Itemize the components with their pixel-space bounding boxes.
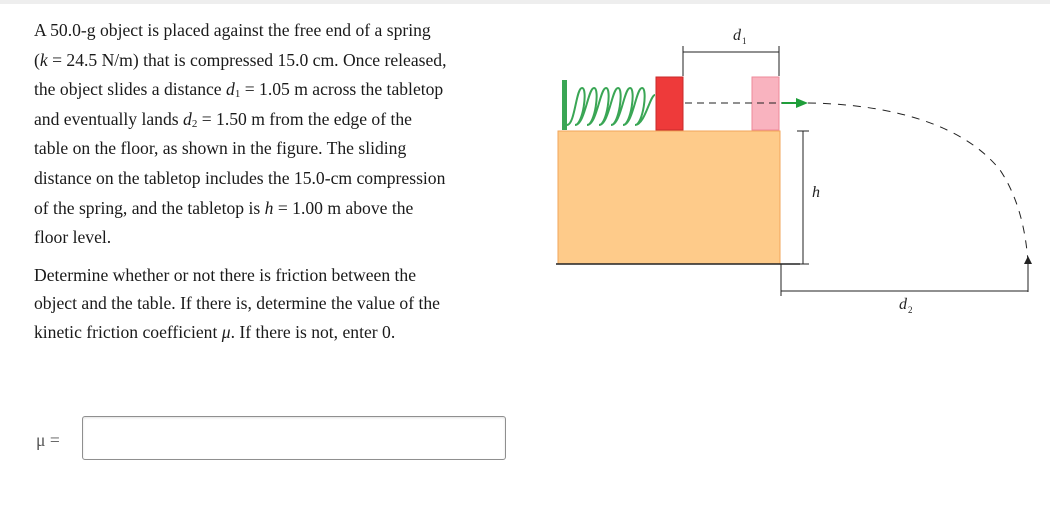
variable-mu: μ (221, 321, 231, 342)
variable-h: h (264, 197, 274, 218)
variable-d1: d (226, 79, 235, 100)
text-line: A 50.0-g object is placed against the free end of a spring (34, 20, 431, 40)
velocity-arrow-head (796, 98, 808, 108)
text-fragment: of the spring, and the tabletop is (34, 197, 265, 218)
subscript: 2 (191, 117, 198, 130)
text-fragment: and eventually lands (34, 108, 184, 129)
text-fragment: . If there is not, enter 0. (230, 321, 396, 342)
table (558, 131, 780, 264)
d2-label-sub: 2 (908, 305, 913, 315)
text-fragment: kinetic friction coefficient (34, 321, 222, 342)
text-fragment: = 24.5 N/m) that is compressed 15.0 cm. Once released, (47, 49, 447, 70)
text-line: Determine whether or not there is friction between the (34, 264, 417, 285)
text-fragment: = 1.50 m from the edge of the (197, 108, 412, 129)
mu-answer-input[interactable] (82, 416, 506, 460)
landing-arrow-head (1024, 256, 1032, 264)
top-divider (0, 0, 1050, 4)
subscript: 1 (234, 88, 241, 101)
d2-label: d (899, 296, 907, 313)
d1-label: d (733, 27, 741, 44)
text-fragment: = 1.00 m above the (273, 197, 414, 218)
spring-table-figure (540, 10, 1045, 330)
object-block (656, 77, 683, 130)
text-line: floor level. (34, 227, 112, 248)
variable-k: k (39, 49, 48, 70)
h-label: h (812, 184, 820, 201)
d1-label-sub: 1 (742, 36, 747, 46)
problem-paragraph-setup (34, 16, 534, 253)
trajectory-dashed-curve (808, 103, 1028, 262)
problem-paragraph-question (34, 261, 534, 347)
mu-answer-label: μ = (36, 430, 60, 450)
text-line: distance on the tabletop includes the 15.0-cm compression (34, 167, 446, 188)
text-line: table on the floor, as shown in the figure. The sliding (34, 138, 407, 159)
problem-statement (34, 16, 534, 347)
spring-wall (562, 80, 567, 130)
text-fragment: the object slides a distance (34, 79, 227, 100)
variable-d2: d (183, 108, 192, 129)
text-fragment: ( (34, 49, 40, 70)
text-line: object and the table. If there is, determine the value of the (34, 293, 440, 314)
figure-svg (540, 10, 1045, 330)
text-fragment: = 1.05 m across the tabletop (240, 79, 444, 100)
spring-coils (567, 88, 655, 125)
